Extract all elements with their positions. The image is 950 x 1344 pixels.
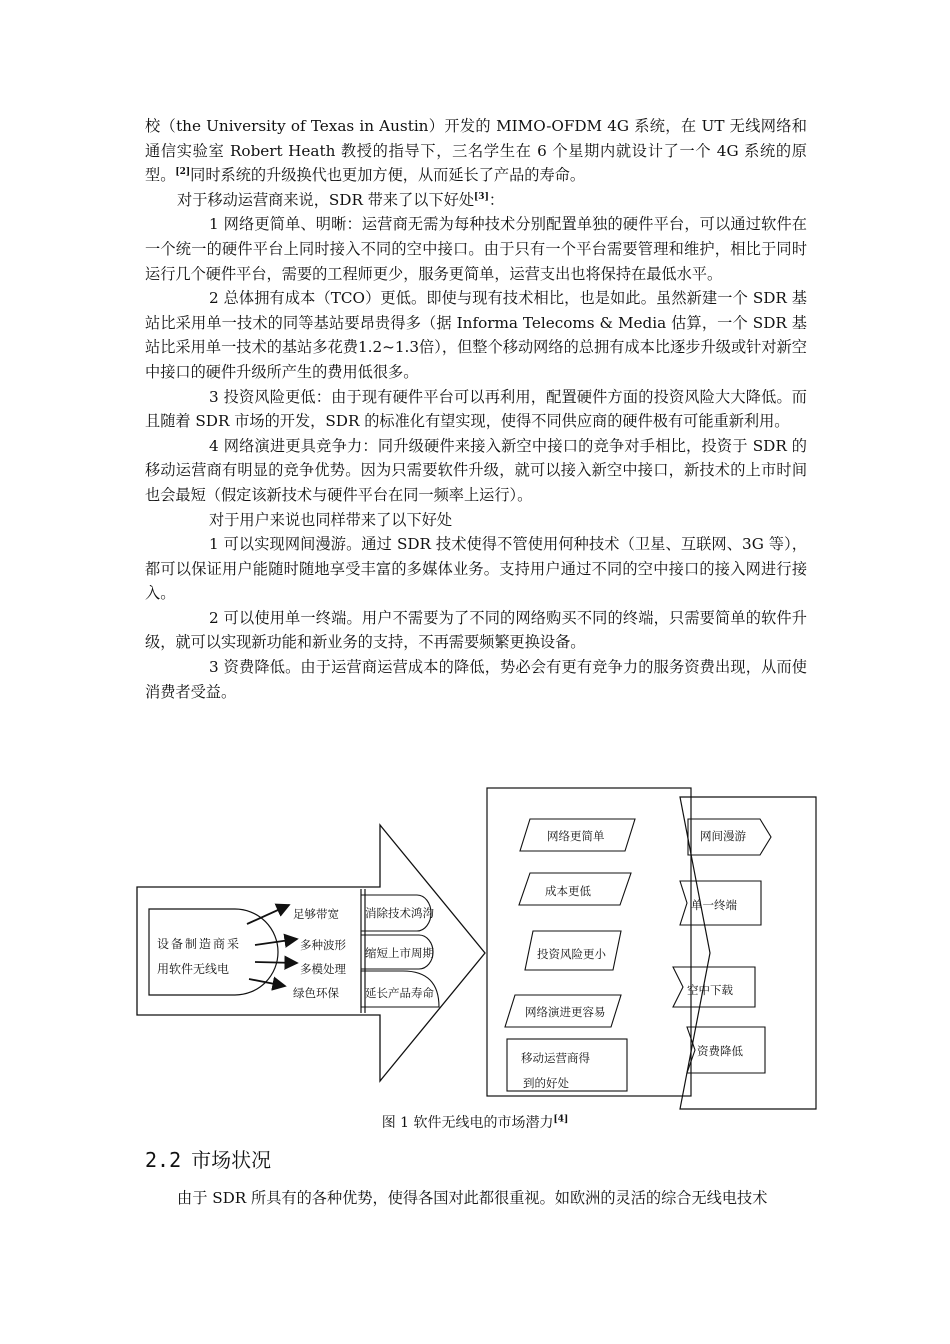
middle-item-label: 消除技术鸿沟	[365, 906, 434, 920]
operator-item-label: 投资风险更小	[537, 947, 606, 961]
operator-summary-line1: 移动运营商得	[521, 1051, 590, 1065]
operator-item-label: 网络更简单	[547, 829, 605, 843]
user-item-label: 网间漫游	[700, 829, 746, 843]
section-number: 2.2	[145, 1148, 182, 1172]
paragraph: 3 投资风险更低：由于现有硬件平台可以再利用，配置硬件方面的投资风险大大降低。而且随着 SDR 市场的开发，SDR 的标准化有望实现，使得不同供应商的硬件极有可能重新利用。	[145, 387, 807, 431]
citation: [4]	[553, 1114, 569, 1125]
paragraph: 对于用户来说也同样带来了以下好处	[209, 510, 452, 529]
benefit-label: 足够带宽	[293, 907, 339, 921]
user-item-label: 空中下载	[687, 983, 733, 997]
user-panel	[680, 797, 816, 1109]
benefit-arrow	[247, 905, 289, 924]
benefit-label: 多模处理	[300, 962, 346, 976]
paragraph: 1 网络更简单、明晰：运营商无需为每种技术分别配置单独的硬件平台，可以通过软件在一个统一的硬件平台上同时接入不同的空中接口。由于只有一个平台需要管理和维护，相比于同时运行几个硬件平台，需要的工程师更少，服务更简单，运营支出也将保持在最低水平。	[145, 215, 807, 283]
body-text	[145, 114, 807, 704]
benefit-arrow	[255, 962, 297, 963]
middle-item-label: 缩短上市周期	[365, 946, 434, 960]
paragraph: 由于 SDR 所具有的各种优势，使得各国对此都很重视。如欧洲的灵活的综合无线电技术	[177, 1189, 768, 1207]
paragraph: 4 网络演进更具竞争力：同升级硬件来接入新空中接口的竞争对手相比，投资于 SDR 的移动运营商有明显的竞争优势。因为只需要软件升级，就可以接入新空中接口，新技术的上市时间也会最短（假定该新技术与硬件平台在同一频率上运行）。	[145, 436, 807, 504]
manufacturer-box	[149, 909, 278, 995]
figure-caption: 图 1 软件无线电的市场潜力[4]	[381, 1114, 569, 1131]
operator-summary-line2: 到的好处	[523, 1076, 569, 1090]
section-title: 市场状况	[191, 1148, 272, 1172]
manufacturer-label-line1: 设备制造商采	[157, 937, 242, 951]
middle-item-label: 延长产品寿命	[365, 986, 434, 1000]
user-item-label: 资费降低	[697, 1044, 743, 1058]
citation: [2]	[175, 167, 191, 178]
benefit-label: 多种波形	[300, 938, 346, 952]
paragraph: 3 资费降低。由于运营商运营成本的降低，势必会有更有竞争力的服务资费出现，从而使消费者受益。	[145, 658, 807, 701]
paragraph: 2 总体拥有成本（TCO）更低。即使与现有技术相比，也是如此。虽然新建一个 SDR 基站比采用单一技术的同等基站要昂贵得多（据 Informa Telecoms & Media 估算，一个 SDR 基站比采用单一技术的基站多花费1.2~1.3倍），但整个移动网络的总拥有成本比逐步升级或针对新空中接口的硬件升级所产生的费用低很多。	[145, 289, 807, 381]
paragraph: 2 可以使用单一终端。用户不需要为了不同的网络购买不同的终端，只需要简单的软件升级，就可以实现新功能和新业务的支持，不再需要频繁更换设备。	[145, 608, 807, 652]
market-potential-diagram	[135, 785, 835, 1115]
citation: [3]	[474, 191, 489, 202]
paragraph: 对于移动运营商来说，SDR 带来了以下好处[3]：	[177, 190, 505, 209]
paragraph: 校（the University of Texas in Austin）开发的 MIMO-OFDM 4G 系统，在 UT 无线网络和通信实验室 Robert Heath 教授的指导下，三名学生在 6 个星期内就设计了一个 4G 系统的原型。[2]同时系统的升级换代也更加方便，从而延长了产品的寿命。	[145, 117, 807, 185]
user-item-label: 单一终端	[691, 898, 737, 912]
operator-item-label: 网络演进更容易	[525, 1005, 606, 1019]
paragraph: 1 可以实现网间漫游。通过 SDR 技术使得不管使用何种技术（卫星、互联网、3G 等），都可以保证用户能随时随地享受丰富的多媒体业务。支持用户通过不同的空中接口的接入网进行接入。	[145, 535, 807, 603]
operator-item-label: 成本更低	[545, 884, 591, 898]
section-heading	[145, 1144, 271, 1173]
benefit-label: 绿色环保	[293, 986, 339, 1000]
manufacturer-label-line2: 用软件无线电	[157, 962, 230, 976]
